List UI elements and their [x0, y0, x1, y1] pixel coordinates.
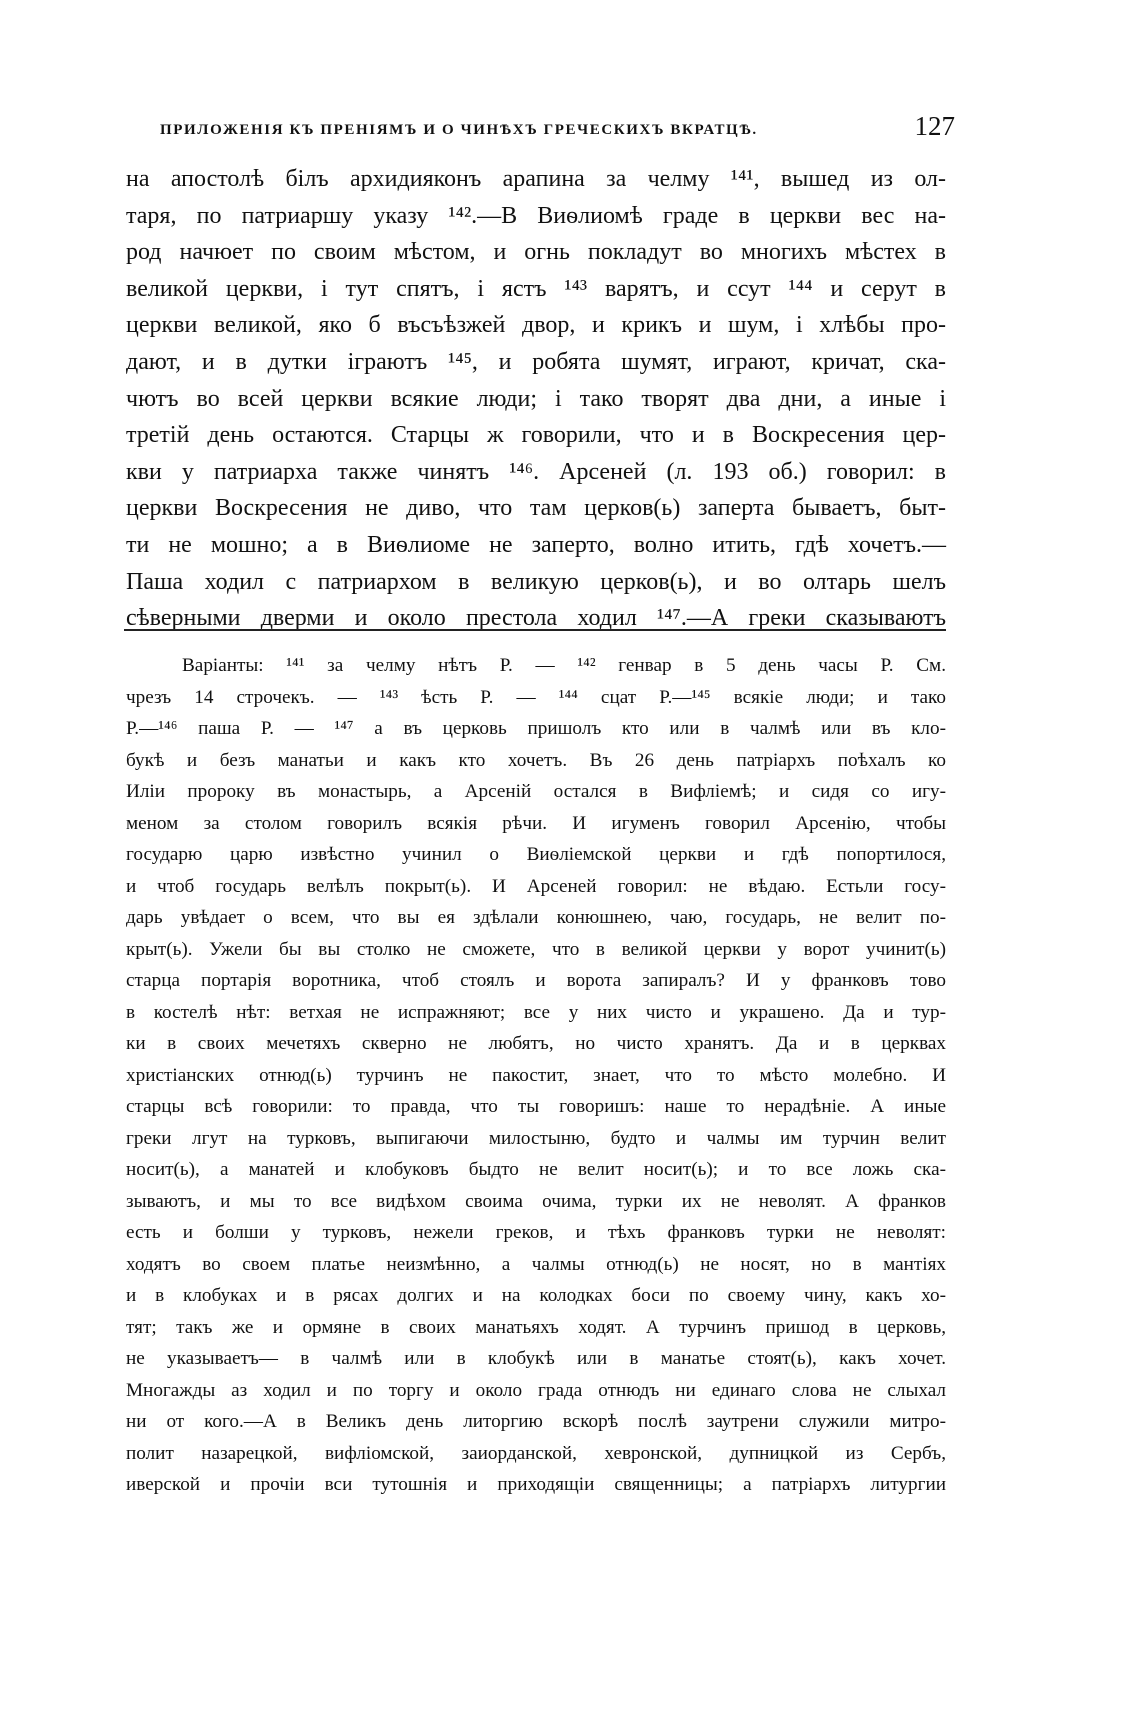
footnote-line: Иліи пророку въ монастырь, а Арсеній остался в Вифліемѣ; и сидя со игу- [126, 781, 946, 802]
text-line: чютъ во всей церкви всякие люди; і тако творят два дни, а иные і [126, 385, 946, 412]
text-line: Паша ходил с патриархом в великую церков(ь), и во олтарь шелъ [126, 568, 946, 595]
footnote-line: носит(ь), а манатей и клобуковъ быдто не велит носит(ь); и то все ложь ска- [126, 1159, 946, 1180]
footnotes [126, 650, 946, 1501]
footnote-line: не указываетъ— в чалмѣ или в клобукѣ или в манатье стоят(ь), какъ хочет. [126, 1348, 946, 1369]
footnote-line: дарь увѣдает о всем, что вы ея здѣлали конюшнею, чаю, государь, не велит по- [126, 907, 946, 928]
footnote-line: зываютъ, и мы то все видѣхом своима очима, турки их не неволят. А франков [126, 1190, 946, 1212]
text-line: церкви великой, яко б въсъѣзжей двор, и крикъ и шум, і хлѣбы про- [126, 312, 946, 339]
text-line: дают, и в дутки іграютъ ¹⁴⁵, и робята шумят, играют, кричат, ска- [126, 348, 946, 375]
footnote-line: крыт(ь). Ужели бы вы столко не сможете, что в великой церкви у ворот учинит(ь) [126, 938, 946, 960]
footnote-line: есть и болши у турковъ, нежели греков, и тѣхъ франковъ турки не неволят: [126, 1222, 946, 1243]
text-line: кви у патриарха также чинятъ ¹⁴⁶. Арсеней (л. 193 об.) говорил: в [126, 458, 946, 485]
footnote-line: и в клобуках и в рясах долгих и на колодках боси по своему чину, какъ хо- [126, 1285, 946, 1306]
footnote-line: ходятъ во своем платье неизмѣнно, а чалмы отнюд(ь) не носят, но в мантіях [126, 1253, 946, 1275]
footnote-line: букѣ и безъ манатьи и какъ кто хочетъ. Въ 26 день патріархъ поѣхалъ ко [126, 749, 946, 771]
footnote-line: полит назарецкой, вифліомской, заиорданской, хевронской, дупницкой из Сербъ, [126, 1442, 946, 1464]
footnote-line: иверской и прочіи вси тутошнія и приходящіи священницы; а патріархъ литургии [126, 1474, 946, 1495]
text-line: на апостолѣ білъ архидияконъ арапина за челму ¹⁴¹, вышед из ол- [126, 166, 946, 192]
footnote-line: в костелѣ нѣт: ветхая не испражняют; все у них чисто и украшено. Да и тур- [126, 1001, 946, 1023]
footnote-line: христіанских отнюд(ь) турчинъ не пакостит, знает, что то мѣсто молебно. И [126, 1064, 946, 1086]
footnote-line: чрезъ 14 строчекъ. — ¹⁴³ ѣсть Р. — ¹⁴⁴ сцат Р.—¹⁴⁵ всякіе люди; и тако [126, 686, 946, 708]
footnote-line: ни от кого.—А в Великъ день литоргию вскорѣ послѣ заутрени служили митро- [126, 1411, 946, 1432]
main-text [126, 161, 946, 637]
footnote-line: меном за столом говорилъ всякія рѣчи. И игуменъ говорил Арсенію, чтобы [126, 812, 946, 834]
text-line: церкви Воскресения не диво, что там церков(ь) заперта бываетъ, быт- [126, 495, 946, 522]
footnote-line: Варіанты: ¹⁴¹ за челму нѣтъ Р. — ¹⁴² генвар в 5 день часы Р. См. [182, 655, 946, 676]
text-line: таря, по патриаршу указу ¹⁴².—В Виѳлиомѣ граде в церкви вес на- [126, 202, 946, 229]
running-head [160, 108, 955, 144]
footnote-line: государю царю извѣстно учинил о Виѳліемской церкви и гдѣ попортилося, [126, 844, 946, 865]
footnote-line: Многажды аз ходил и по торгу и около града отнюдъ ни единаго слова не слыхал [126, 1379, 946, 1401]
footnote-line: тят; такъ же и ормяне в своих манатьяхъ ходят. А турчинъ пришод в церковь, [126, 1316, 946, 1338]
text-line: род начюет по своим мѣстом, и огнь покладут во многихъ мѣстех в [126, 239, 946, 266]
footnote-line: греки лгут на турковъ, выпигаючи милостыню, будто и чалмы им турчин велит [126, 1127, 946, 1149]
text-line: третій день остаются. Старцы ж говорили, что и в Воскресения цер- [126, 422, 946, 449]
text-line: сѣверными дверми и около престола ходил ¹⁴⁷.—А греки сказываютъ [126, 605, 946, 632]
footnote-divider [124, 629, 946, 631]
text-line: ти не мошно; а в Виѳлиоме не заперто, волно итить, гдѣ хочетъ.— [126, 531, 946, 558]
text-line: великой церкви, і тут спятъ, і ястъ ¹⁴³ варятъ, и ссут ¹⁴⁴ и серут в [126, 275, 946, 302]
running-title: ПРИЛОЖЕНІЯ КЪ ПРЕНІЯМЪ И О ЧИНѢХЪ ГРЕЧЕСКИХЪ ВКРАТЦѢ. [160, 122, 758, 138]
footnote-line: и чтоб государь велѣлъ покрыт(ь). И Арсеней говорил: не вѣдаю. Естьли госу- [126, 875, 946, 897]
footnote-line: старца портарія воротника, чтоб стоялъ и ворота запиралъ? И у франковъ тово [126, 970, 946, 991]
footnote-line: старцы всѣ говорили: то правда, что ты говоришъ: наше то нерадѣніе. А иные [126, 1096, 946, 1117]
footnote-line: Р.—¹⁴⁶ паша Р. — ¹⁴⁷ а въ церковь пришолъ кто или в чалмѣ или въ кло- [126, 718, 946, 739]
page-number: 127 [914, 111, 955, 141]
footnote-line: ки в своих мечетяхъ скверно не любятъ, но чисто хранятъ. Да и в церквах [126, 1033, 946, 1054]
